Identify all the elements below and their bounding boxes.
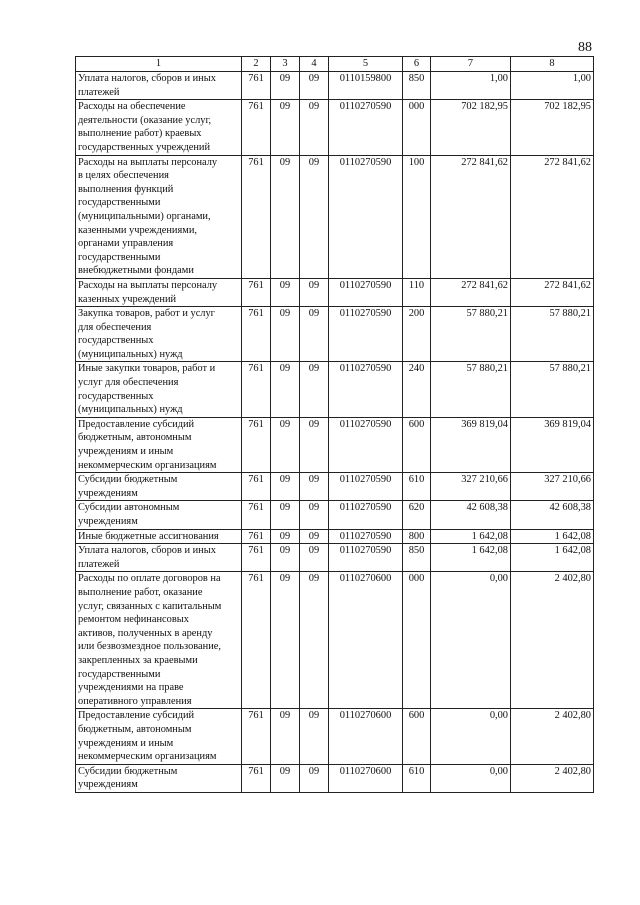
row-amount-cell: 702 182,95 [511, 100, 594, 155]
row-amount-cell: 272 841,62 [431, 278, 511, 306]
row-code-cell: 0110270590 [329, 417, 403, 472]
row-amount-cell: 57 880,21 [511, 362, 594, 417]
row-amount-cell: 272 841,62 [431, 155, 511, 278]
row-code-cell: 0110159800 [329, 72, 403, 100]
header-cell: 4 [300, 57, 329, 72]
row-name-cell: Уплата налогов, сборов и иных платежей [76, 544, 242, 572]
row-code-cell: 09 [300, 501, 329, 529]
row-code-cell: 0110270590 [329, 278, 403, 306]
row-amount-cell: 327 210,66 [431, 473, 511, 501]
row-name-cell: Иные закупки товаров, работ и услуг для обеспечения государственных (муниципальных) нужд [76, 362, 242, 417]
row-amount-cell: 57 880,21 [431, 362, 511, 417]
row-code-cell: 09 [271, 307, 300, 362]
row-amount-cell: 272 841,62 [511, 155, 594, 278]
row-code-cell: 0110270590 [329, 529, 403, 544]
header-row [76, 57, 594, 72]
header-cell: 3 [271, 57, 300, 72]
table-row [76, 572, 594, 709]
row-code-cell: 09 [300, 417, 329, 472]
row-code-cell: 09 [300, 100, 329, 155]
page-number: 88 [578, 40, 592, 55]
row-code-cell: 0110270590 [329, 100, 403, 155]
row-amount-cell: 1 642,08 [511, 529, 594, 544]
row-amount-cell: 1,00 [431, 72, 511, 100]
table-row [76, 529, 594, 544]
row-code-cell: 0110270590 [329, 473, 403, 501]
row-code-cell: 761 [242, 529, 271, 544]
row-name-cell: Расходы на выплаты персоналу казенных учреждений [76, 278, 242, 306]
row-code-cell: 000 [403, 572, 431, 709]
row-amount-cell: 272 841,62 [511, 278, 594, 306]
table-row [76, 155, 594, 278]
row-amount-cell: 1 642,08 [431, 544, 511, 572]
row-code-cell: 110 [403, 278, 431, 306]
row-code-cell: 240 [403, 362, 431, 417]
row-code-cell: 850 [403, 72, 431, 100]
row-code-cell: 09 [271, 473, 300, 501]
row-amount-cell: 42 608,38 [431, 501, 511, 529]
row-code-cell: 0110270600 [329, 572, 403, 709]
row-amount-cell: 702 182,95 [431, 100, 511, 155]
table-row [76, 473, 594, 501]
header-cell: 1 [76, 57, 242, 72]
row-code-cell: 620 [403, 501, 431, 529]
table-row [76, 764, 594, 792]
row-name-cell: Уплата налогов, сборов и иных платежей [76, 72, 242, 100]
row-code-cell: 0110270590 [329, 155, 403, 278]
table-row [76, 709, 594, 764]
row-code-cell: 09 [300, 362, 329, 417]
row-code-cell: 761 [242, 362, 271, 417]
row-code-cell: 09 [271, 501, 300, 529]
row-code-cell: 100 [403, 155, 431, 278]
row-code-cell: 761 [242, 155, 271, 278]
row-code-cell: 761 [242, 572, 271, 709]
row-amount-cell: 2 402,80 [511, 709, 594, 764]
row-code-cell: 761 [242, 100, 271, 155]
row-code-cell: 000 [403, 100, 431, 155]
header-cell: 7 [431, 57, 511, 72]
table-row [76, 501, 594, 529]
row-name-cell: Предоставление субсидий бюджетным, автономным учреждениям и иным некоммерческим организациям [76, 417, 242, 472]
row-code-cell: 09 [271, 709, 300, 764]
row-code-cell: 850 [403, 544, 431, 572]
row-code-cell: 610 [403, 473, 431, 501]
row-code-cell: 600 [403, 417, 431, 472]
row-amount-cell: 57 880,21 [511, 307, 594, 362]
table-row [76, 417, 594, 472]
row-code-cell: 09 [300, 72, 329, 100]
table-row [76, 307, 594, 362]
row-code-cell: 09 [271, 572, 300, 709]
row-code-cell: 0110270590 [329, 501, 403, 529]
row-name-cell: Предоставление субсидий бюджетным, автономным учреждениям и иным некоммерческим организациям [76, 709, 242, 764]
row-code-cell: 761 [242, 473, 271, 501]
row-code-cell: 09 [300, 709, 329, 764]
row-name-cell: Закупка товаров, работ и услуг для обеспечения государственных (муниципальных) нужд [76, 307, 242, 362]
row-code-cell: 09 [300, 529, 329, 544]
row-amount-cell: 369 819,04 [511, 417, 594, 472]
row-amount-cell: 1,00 [511, 72, 594, 100]
row-amount-cell: 2 402,80 [511, 572, 594, 709]
row-code-cell: 761 [242, 501, 271, 529]
row-code-cell: 09 [271, 529, 300, 544]
budget-table [75, 56, 594, 793]
row-code-cell: 600 [403, 709, 431, 764]
header-cell: 6 [403, 57, 431, 72]
row-name-cell: Субсидии автономным учреждениям [76, 501, 242, 529]
table-row [76, 72, 594, 100]
header-cell: 2 [242, 57, 271, 72]
table-row [76, 362, 594, 417]
row-name-cell: Субсидии бюджетным учреждениям [76, 764, 242, 792]
row-code-cell: 200 [403, 307, 431, 362]
row-code-cell: 761 [242, 278, 271, 306]
row-name-cell: Иные бюджетные ассигнования [76, 529, 242, 544]
row-name-cell: Субсидии бюджетным учреждениям [76, 473, 242, 501]
row-code-cell: 09 [300, 544, 329, 572]
row-code-cell: 761 [242, 417, 271, 472]
row-code-cell: 09 [271, 278, 300, 306]
row-code-cell: 09 [300, 278, 329, 306]
header-cell: 5 [329, 57, 403, 72]
row-amount-cell: 57 880,21 [431, 307, 511, 362]
row-amount-cell: 1 642,08 [511, 544, 594, 572]
row-code-cell: 761 [242, 764, 271, 792]
row-amount-cell: 0,00 [431, 764, 511, 792]
table-row [76, 100, 594, 155]
row-code-cell: 09 [300, 764, 329, 792]
row-code-cell: 0110270590 [329, 544, 403, 572]
row-amount-cell: 327 210,66 [511, 473, 594, 501]
row-code-cell: 09 [271, 100, 300, 155]
row-code-cell: 09 [271, 72, 300, 100]
row-name-cell: Расходы по оплате договоров на выполнение работ, оказание услуг, связанных с капитальным ремонтом нефинансовых активов, полученных в аренду или безвозмездное пользование, закрепленных за краевыми государственными учреждениями на праве оперативного управления [76, 572, 242, 709]
row-code-cell: 761 [242, 709, 271, 764]
table-row [76, 278, 594, 306]
row-code-cell: 09 [271, 417, 300, 472]
row-code-cell: 0110270590 [329, 362, 403, 417]
row-code-cell: 09 [300, 155, 329, 278]
row-code-cell: 610 [403, 764, 431, 792]
row-code-cell: 0110270590 [329, 307, 403, 362]
row-amount-cell: 42 608,38 [511, 501, 594, 529]
row-amount-cell: 0,00 [431, 709, 511, 764]
row-name-cell: Расходы на выплаты персоналу в целях обеспечения выполнения функций государственными (муниципальными) органами, казенными учреждениями, органами управления государственными внебюджетными фондами [76, 155, 242, 278]
row-code-cell: 800 [403, 529, 431, 544]
row-code-cell: 09 [271, 362, 300, 417]
row-code-cell: 09 [300, 307, 329, 362]
row-code-cell: 0110270600 [329, 764, 403, 792]
row-code-cell: 09 [271, 764, 300, 792]
row-amount-cell: 0,00 [431, 572, 511, 709]
row-code-cell: 0110270600 [329, 709, 403, 764]
header-cell: 8 [511, 57, 594, 72]
table-row [76, 544, 594, 572]
row-code-cell: 09 [271, 155, 300, 278]
row-code-cell: 761 [242, 72, 271, 100]
row-code-cell: 761 [242, 307, 271, 362]
row-code-cell: 09 [300, 572, 329, 709]
row-amount-cell: 369 819,04 [431, 417, 511, 472]
row-code-cell: 09 [271, 544, 300, 572]
row-name-cell: Расходы на обеспечение деятельности (оказание услуг, выполнение работ) краевых государственных учреждений [76, 100, 242, 155]
row-amount-cell: 2 402,80 [511, 764, 594, 792]
row-code-cell: 09 [300, 473, 329, 501]
row-amount-cell: 1 642,08 [431, 529, 511, 544]
row-code-cell: 761 [242, 544, 271, 572]
